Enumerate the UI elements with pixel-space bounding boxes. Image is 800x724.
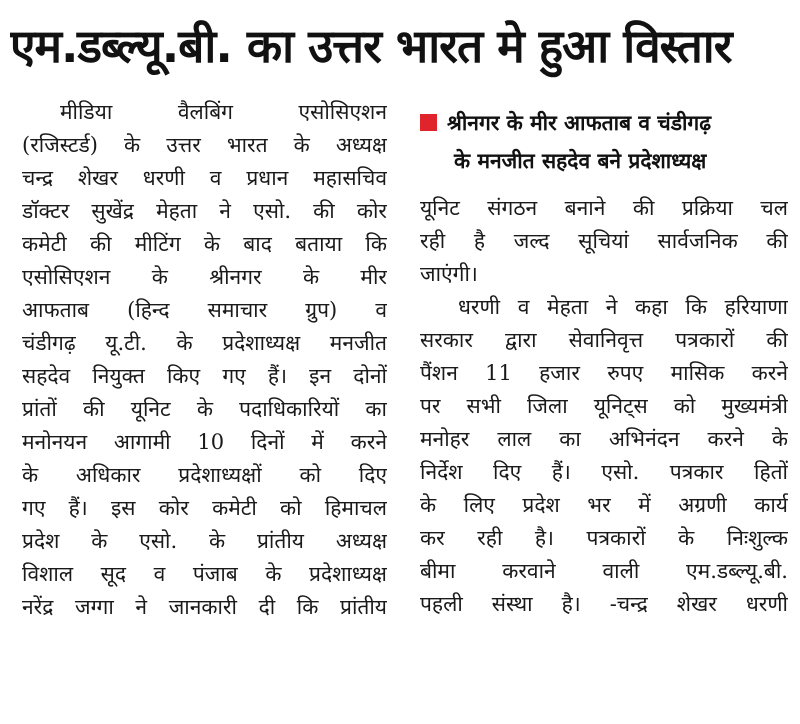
article-line: धरणी व मेहता ने कहा कि हरियाणा [458,295,788,319]
article-line: पर सभी जिला यूनिट्स को मुख्यमंत्री [420,394,788,418]
article-line: एसोसिएशन के श्रीनगर के मीर [22,265,387,289]
article-line: यूनिट संगठन बनाने की प्रक्रिया चल [420,196,788,220]
article-line: आफताब (हिन्द समाचार ग्रुप) व [22,298,387,322]
headline: एम.डब्ल्यू.बी. का उत्तर भारत मे हुआ विस्तार [10,19,732,73]
article-line: के लिए प्रदेश भर में अग्रणी कार्य [420,493,788,517]
article-line: नरेंद्र जग्गा ने जानकारी दी कि प्रांतीय [22,595,387,619]
article-line: बीमा करवाने वाली एम.डब्ल्यू.बी. [420,559,788,583]
article-line: के अधिकार प्रदेशाध्यक्षों को दिए [22,463,387,487]
article-line: विशाल सूद व पंजाब के प्रदेशाध्यक्ष [22,562,387,586]
left-column [22,96,387,624]
article-line: मीडिया वैलबिंग एसोसिएशन [60,100,387,124]
article-line: प्रदेश के एसो. के प्रांतीय अध्यक्ष [22,529,387,553]
article-line: सहदेव नियुक्त किए गए हैं। इन दोनों [22,364,387,388]
article-line: पहली संस्था है। -चन्द्र शेखर धरणी [420,592,788,616]
article-line: चन्द्र शेखर धरणी व प्रधान महासचिव [22,166,387,190]
article-line: निर्देश दिए हैं। एसो. पत्रकार हितों [420,460,788,484]
article-line: गए हैं। इस कोर कमेटी को हिमाचल [22,496,387,520]
article-line: डॉक्टर सुखेंद्र मेहता ने एसो. की कोर [22,199,387,223]
article-line: मनोनयन आगामी 10 दिनों में करने [22,430,387,454]
right-body [420,192,788,621]
subheadline-text: श्रीनगर के मीर आफताब व चंडीगढ़ [447,111,712,135]
article-line: कर रही है। पत्रकारों के निःशुल्क [420,526,788,550]
article-line: पैंशन 11 हजार रुपए मासिक करने [420,361,788,385]
article-line: मनोहर लाल का अभिनंदन करने के [420,427,788,451]
article-line: रही है जल्द सूचियां सार्वजनिक की [420,229,788,253]
article-line: चंडीगढ़ यू.टी. के प्रदेशाध्यक्ष मनजीत [22,331,387,355]
article-line: सरकार द्वारा सेवानिवृत्त पत्रकारों की [420,328,788,352]
article-line: जाएंगी। [420,262,478,286]
subheadline [420,104,788,180]
subheadline-line: के मनजीत सहदेव बने प्रदेशाध्यक्ष [454,149,707,173]
article-line: कमेटी की मीटिंग के बाद बताया कि [22,232,387,256]
article-line: (रजिस्टर्ड) के उत्तर भारत के अध्यक्ष [22,133,387,157]
red-square-bullet-icon [420,114,437,131]
subheadline-line [420,104,788,142]
article-line: प्रांतों की यूनिट के पदाधिकारियों का [22,397,387,421]
right-column [420,104,788,621]
